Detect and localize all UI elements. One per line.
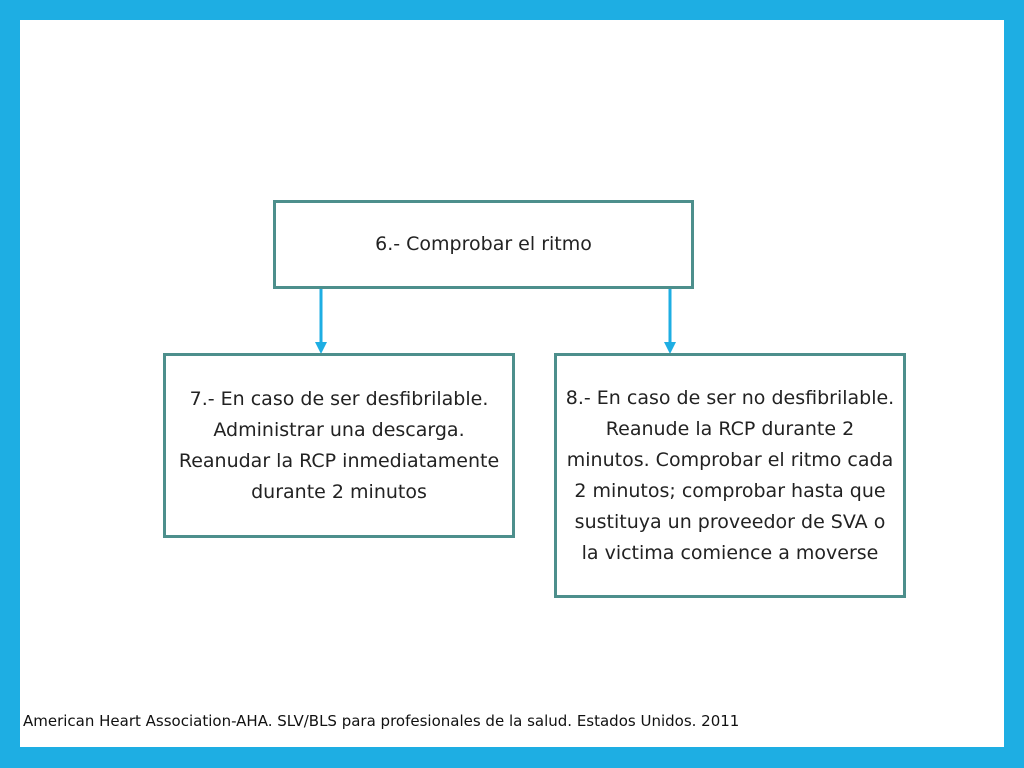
arrow-step6-to-step8 (664, 289, 676, 354)
step6-box (273, 200, 694, 289)
step6-text: 6.- Comprobar el ritmo (375, 233, 592, 255)
arrow-step6-to-step7 (315, 289, 327, 354)
slide (20, 20, 1004, 747)
step8-box (554, 353, 906, 598)
step8-text: 8.- En caso de ser no desfibrilable. Reanude la RCP durante 2 minutos. Comprobar el ritmo cada 2 minutos; comprobar hasta que sustituya un proveedor de SVA o la victima comience a moverse (565, 386, 895, 564)
footer-citation: American Heart Association-AHA. SLV/BLS para profesionales de la salud. Estados Unidos. 2011 (23, 712, 740, 730)
step7-text: 7.- En caso de ser desfibrilable. Administrar una descarga. Reanudar la RCP inmediatamente durante 2 minutos (178, 387, 500, 503)
step7-box (163, 353, 515, 538)
